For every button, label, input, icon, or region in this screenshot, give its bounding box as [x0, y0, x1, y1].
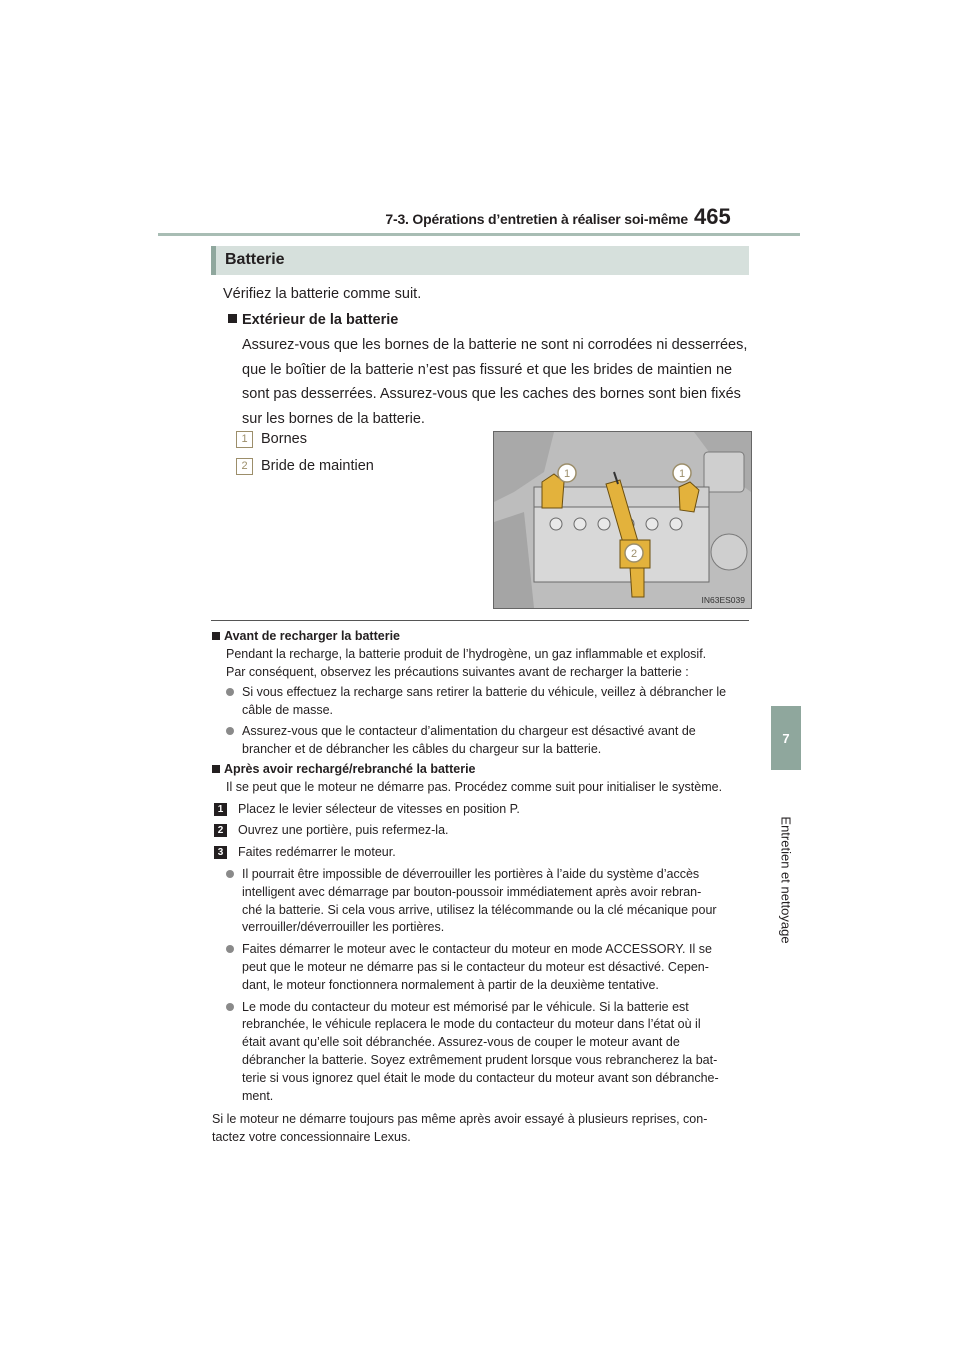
page-number: 465 — [694, 204, 731, 229]
battery-illustration — [493, 431, 752, 609]
legend-item — [236, 455, 456, 477]
engine-bay-drawing — [494, 432, 751, 608]
note-after-charge — [212, 761, 750, 1147]
section-title: Batterie — [225, 251, 285, 268]
chapter-number: 7 — [782, 730, 790, 746]
square-bullet-icon — [212, 632, 220, 640]
section-intro: Vérifiez la batterie comme suit. — [223, 286, 422, 302]
square-bullet-icon — [228, 314, 237, 323]
note-bullet: Assurez-vous que le contacteur d’alimentation du chargeur est désactivé avant de brancher et de débrancher les câbles du chargeur sur la batterie. — [226, 723, 750, 759]
note-bullet: Faites démarrer le moteur avec le contacteur du moteur en mode ACCESSORY. Il se peut que le moteur ne démarre pas si le contacteur du moteur est désactivé. Cepen- dant, le moteur fonctionnera normalement à partir de la deuxième tentative. — [226, 941, 750, 994]
step-item: 2 Ouvrez une portière, puis refermez-la. — [226, 822, 750, 840]
note-bullet: Le mode du contacteur du moteur est mémorisé par le véhicule. Si la batterie est rebranchée, le véhicule replacera le mode du contacteur du moteur dans l’état où il était avant qu’elle soit débranchée. Assurez-vous de couper le moteur avant de débrancher la batterie. Soyez extrêmement prudent lorsque vous rebrancherez la bat- terie si vous ignorez quel était le mode du contacteur du moteur avant son débranche- ment. — [226, 999, 750, 1106]
note-bullet: Si vous effectuez la recharge sans retirer la batterie du véhicule, veillez à débrancher le câble de masse. — [226, 684, 750, 720]
header-section-title: 7-3. Opérations d’entretien à réaliser soi-même — [385, 211, 688, 227]
callout-number: 1 — [236, 431, 253, 448]
bullet-dot-icon — [226, 870, 234, 878]
note-before-charge — [212, 628, 750, 759]
divider — [211, 620, 749, 621]
header-rule — [158, 233, 800, 236]
bullet-dot-icon — [226, 1003, 234, 1011]
step-item: 3 Faites redémarrer le moteur. — [226, 844, 750, 862]
legend-label: Bride de maintien — [261, 458, 374, 474]
step-number: 3 — [214, 846, 227, 859]
chapter-label: Entretien et nettoyage — [778, 816, 794, 944]
closing-paragraph: Si le moteur ne démarre toujours pas même après avoir essayé à plusieurs reprises, con- tactez votre concessionnaire Lexus. — [212, 1112, 708, 1145]
step-item: 1 Placez le levier sélecteur de vitesses en position P. — [226, 801, 750, 819]
figure-callout: 1 — [678, 468, 686, 480]
note-heading: Après avoir rechargé/rebranché la batterie — [212, 761, 750, 779]
bullet-dot-icon — [226, 945, 234, 953]
bullet-dot-icon — [226, 727, 234, 735]
step-number: 2 — [214, 824, 227, 837]
callout-number: 2 — [236, 458, 253, 475]
note-bullet: Il pourrait être impossible de déverrouiller les portières à l’aide du système d’accès intelligent avec démarrage par bouton-poussoir immédiatement après avoir rebran- ché la batterie. Si cela vous arrive, utilisez la télécommande ou la clé mécanique pour verrouiller/déverrouiller les portières. — [226, 866, 750, 937]
figure-callout: 2 — [630, 548, 638, 560]
bullet-dot-icon — [226, 688, 234, 696]
figure-callout: 1 — [563, 468, 571, 480]
note-heading: Avant de recharger la batterie — [212, 628, 750, 646]
note-paragraph: Il se peut que le moteur ne démarre pas. Procédez comme suit pour initialiser le système. — [226, 779, 723, 794]
note-paragraph: Pendant la recharge, la batterie produit de l’hydrogène, un gaz inflammable et explosif. Par conséquent, observez les précautions suivantes avant de recharger la batterie : — [226, 646, 707, 679]
chapter-tab — [771, 706, 801, 770]
section-heading-bar — [211, 246, 749, 275]
legend-item — [236, 428, 456, 450]
subheading: Extérieur de la batterie — [228, 308, 398, 332]
battery-exterior-text: Assurez-vous que les bornes de la batterie ne sont ni corrodées ni desserrées, que le boîtier de la batterie n’est pas fissuré et que les brides de maintien ne sont pas desserrées. Assurez-vous que les caches des bornes sont bien fixés sur les bornes de la batterie. — [242, 337, 748, 427]
step-number: 1 — [214, 803, 227, 816]
square-bullet-icon — [212, 765, 220, 773]
figure-code: IN63ES039 — [701, 595, 745, 605]
legend-label: Bornes — [261, 431, 307, 447]
